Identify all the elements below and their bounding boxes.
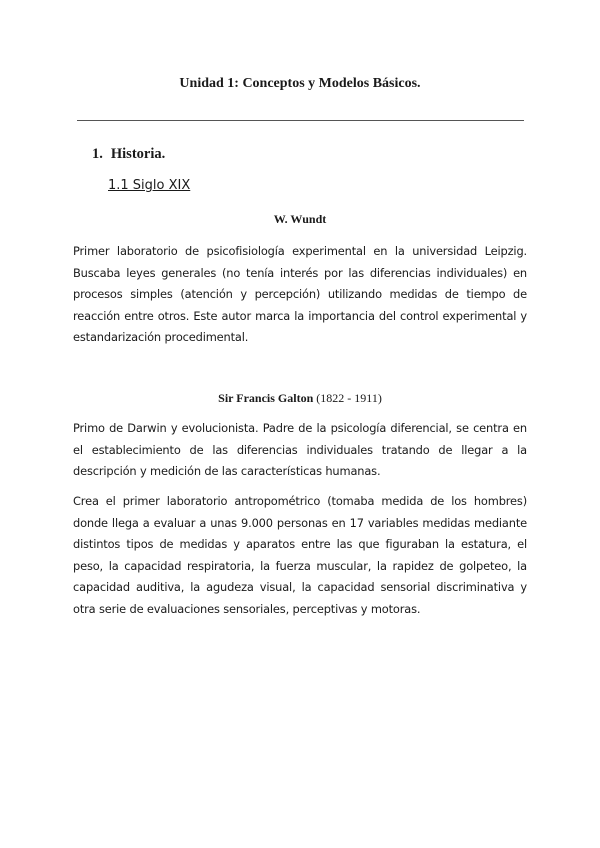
paragraph: Primo de Darwin y evolucionista. Padre de la psicología diferencial, se centra en el establecimiento de las diferencias individuales tratando de llegar a la descripción y medición de las características humanas. [73,421,527,479]
paragraph: Crea el primer laboratorio antropométrico (tomaba medida de los hombres) donde llega a evaluar a unas 9.000 personas en 17 variables medidas mediante distintos tipos de medidas y aparatos entre las que figuraban la estatura, el peso, la capacidad respiratoria, la fuerza muscular, la rapidez de golpeteo, la capacidad auditiva, la agudeza visual, la capacidad sensorial discriminativa y otra serie de evaluaciones sensoriales, perceptivas y motoras. [73,494,527,616]
document-title: Unidad 1: Conceptos y Modelos Básicos. [179,76,421,91]
author-heading-galton [0,391,600,406]
author-dates: (1822 - 1911) [316,391,382,405]
author-name: W. Wundt [273,212,327,226]
section-label: Historia. [110,146,166,162]
title-divider [77,120,524,121]
paragraph: Primer laboratorio de psicofisiología experimental en la universidad Leipzig. Buscaba leyes generales (no tenía interés por las diferencias individuales) en procesos simples (atención y percepción) utilizando medidas de tiempo de reacción entre otros. Este autor marca la importancia del control experimental y estandarización procedimental. [73,244,527,345]
author-name: Sir Francis Galton [218,391,314,405]
section-number: 1. [92,146,103,162]
subsection-heading: 1.1 Siglo XIX [108,178,191,193]
section-heading [92,146,165,163]
author-heading-wundt [0,212,600,227]
